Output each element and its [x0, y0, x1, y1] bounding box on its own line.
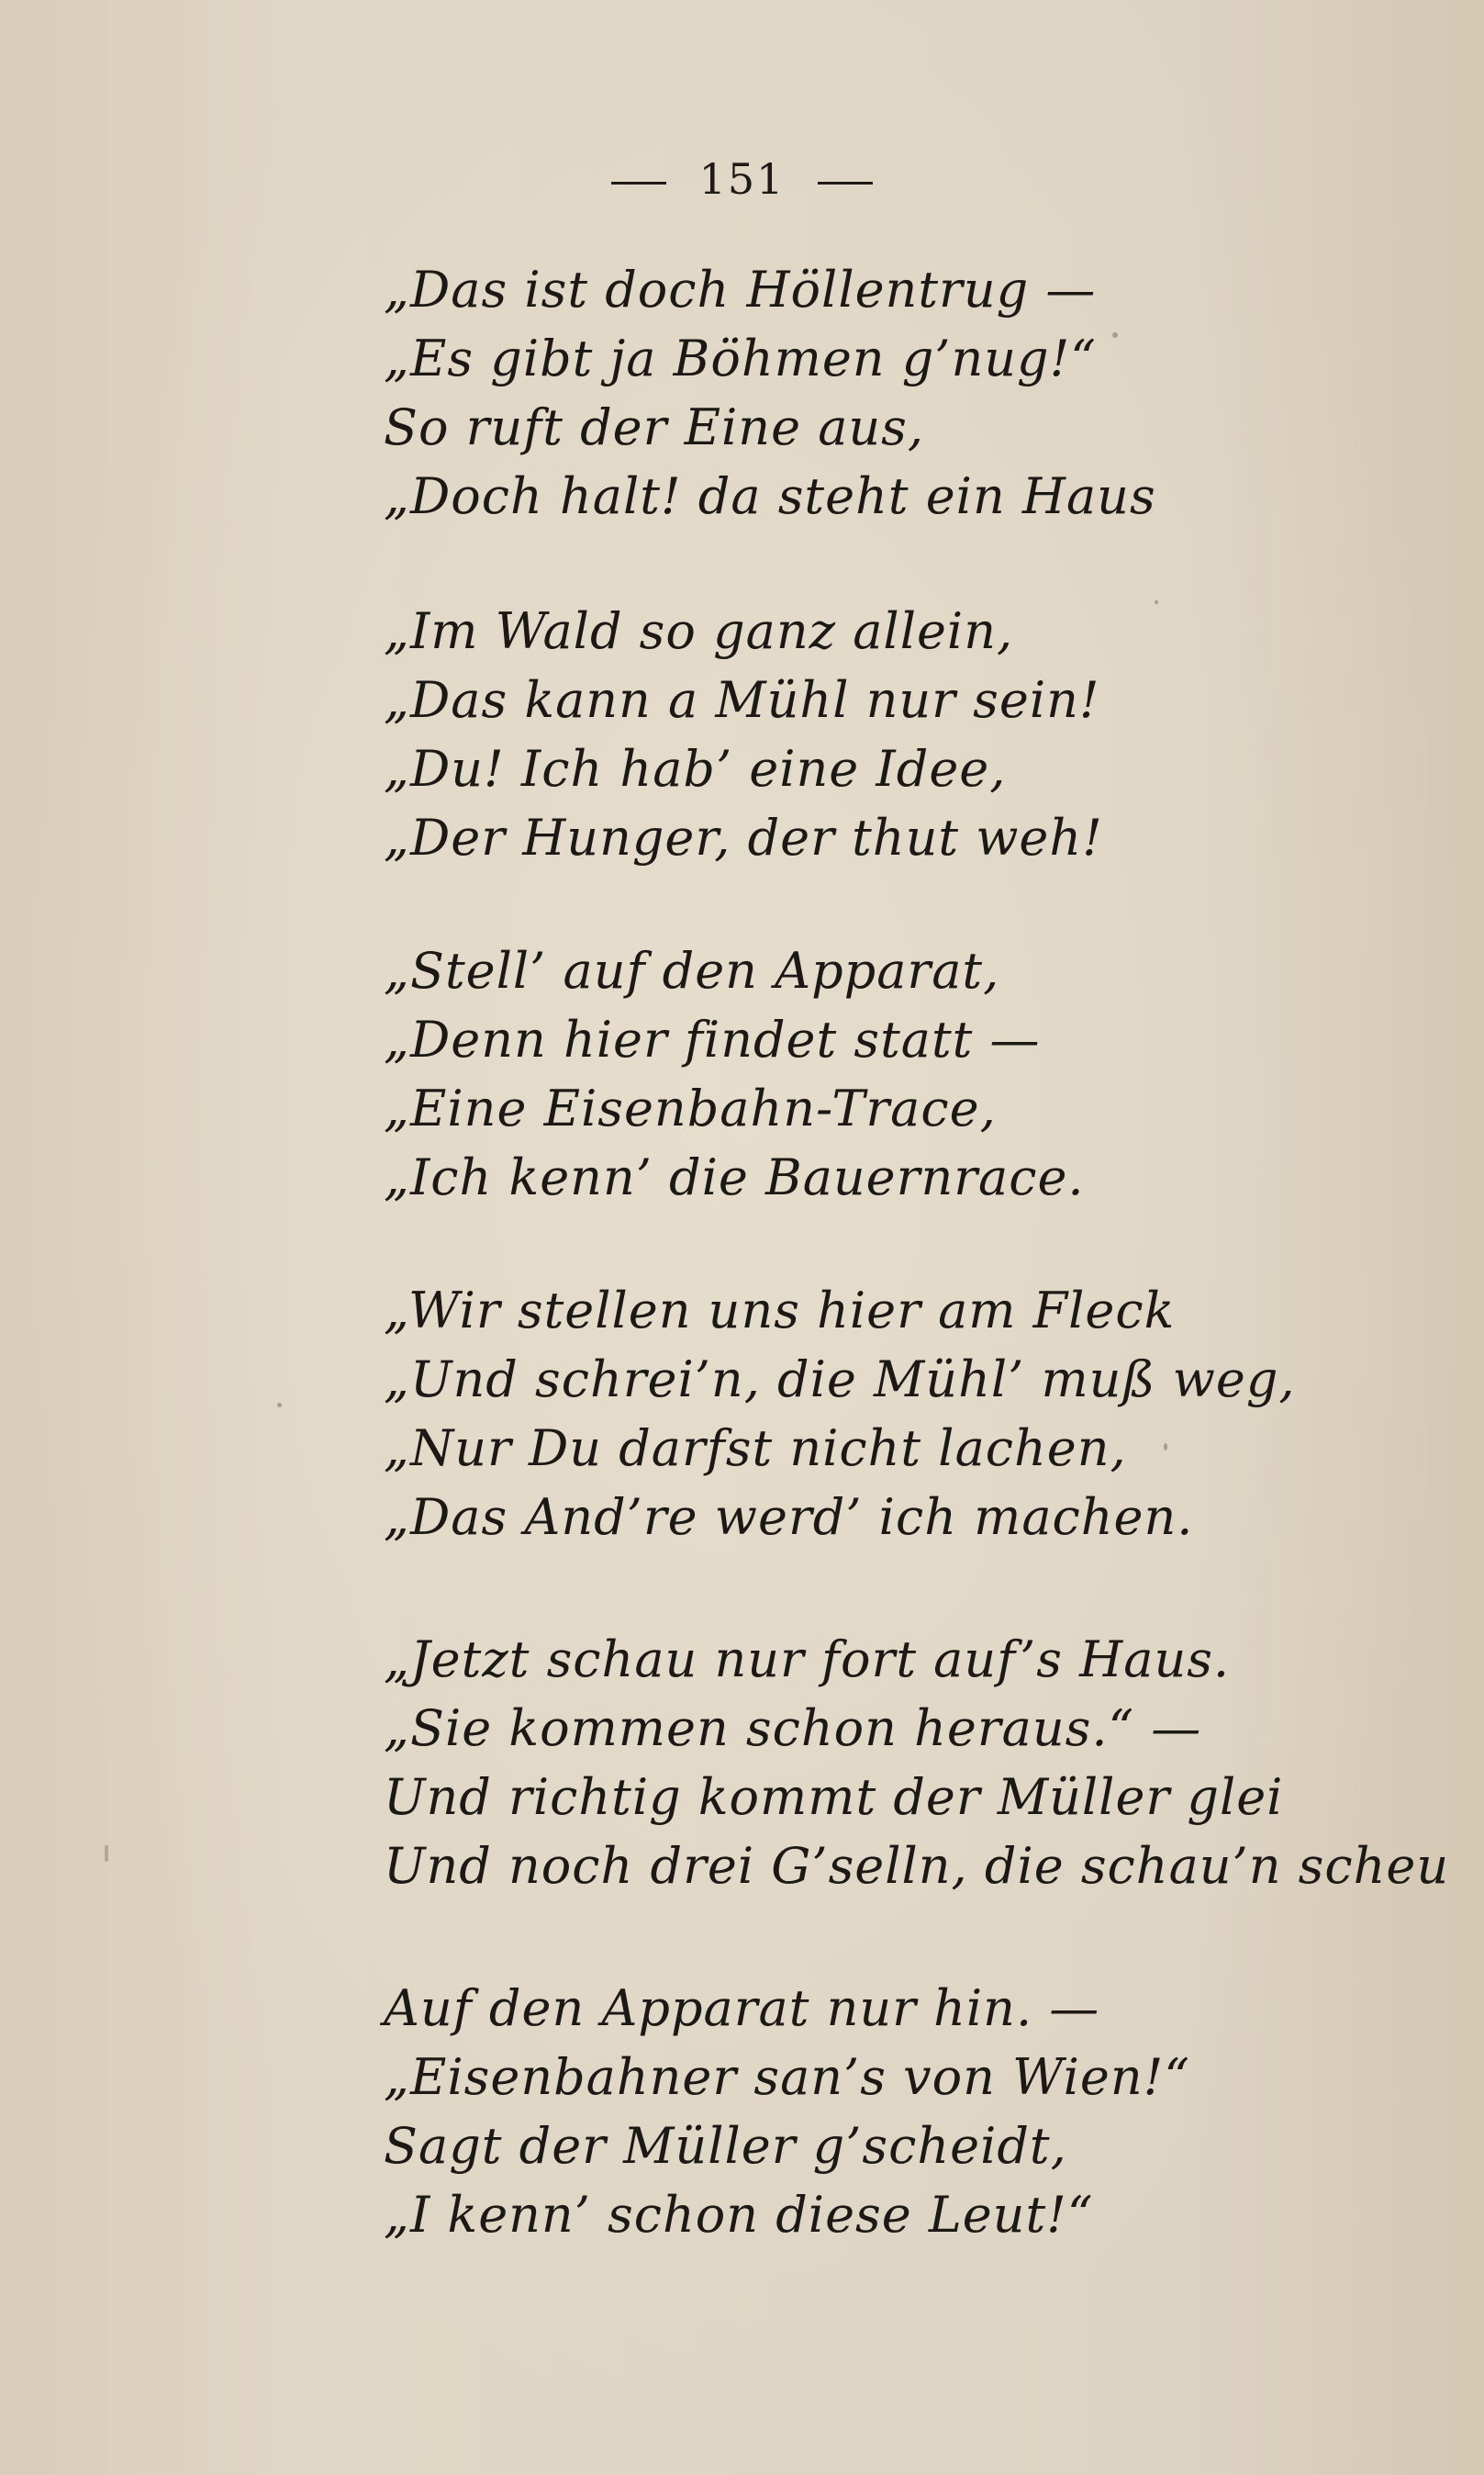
paper-speck	[1164, 1443, 1167, 1450]
verse-line: Und noch drei G’selln, die schau’n scheu	[384, 1837, 1450, 1895]
verse-line: „I kenn’ schon diese Leut!“	[384, 2186, 1094, 2244]
stanza-1	[384, 255, 1156, 531]
verse-line: „Du! Ich hab’ eine Idee,	[384, 740, 1007, 798]
left-dash-decoration	[611, 182, 666, 185]
verse-line: „Das ist doch Höllentrug —	[384, 261, 1097, 319]
stanza-2	[384, 597, 1103, 872]
paper-speck	[1112, 332, 1118, 338]
right-dash-decoration	[818, 182, 873, 185]
verse-line: „Eine Eisenbahn-Trace,	[384, 1080, 997, 1137]
verse-line: „Stell’ auf den Apparat,	[384, 942, 1000, 1000]
page-number: 151	[698, 154, 786, 204]
stanza-5	[384, 1625, 1449, 1900]
verse-line: Und richtig kommt der Müller glei	[384, 1768, 1284, 1826]
verse-line: „Denn hier findet statt —	[384, 1011, 1041, 1069]
verse-line: „Nur Du darfst nicht lachen,	[384, 1419, 1127, 1477]
verse-line: „Jetzt schau nur fort auf’s Haus.	[384, 1630, 1231, 1688]
verse-line: „Wir stellen uns hier am Fleck	[384, 1282, 1176, 1339]
verse-line: „Das kann a Mühl nur sein!	[384, 671, 1100, 729]
verse-line: „Und schrei’n, die Mühl’ muß weg,	[384, 1350, 1296, 1408]
verse-line: „Ich kenn’ die Bauernrace.	[384, 1148, 1085, 1206]
page-number-header	[0, 154, 1484, 204]
stanza-3	[384, 936, 1085, 1212]
verse-line: Sagt der Müller g’scheidt,	[384, 2117, 1067, 2175]
stanza-4	[384, 1276, 1296, 1551]
paper-speck	[1155, 600, 1158, 604]
verse-line: „Doch halt! da steht ein Haus	[384, 467, 1156, 525]
verse-line: So ruft der Eine aus,	[384, 398, 925, 456]
verse-line: „Das And’re werd’ ich machen.	[384, 1488, 1194, 1546]
paper-speck	[277, 1403, 282, 1407]
stanza-6	[384, 1974, 1190, 2249]
verse-line: „Der Hunger, der thut weh!	[384, 809, 1103, 867]
verse-line: „Im Wald so ganz allein,	[384, 602, 1014, 660]
paper-speck	[105, 1845, 108, 1862]
verse-line: Auf den Apparat nur hin. —	[384, 1979, 1100, 2037]
verse-line: „Sie kommen schon heraus.“ —	[384, 1699, 1202, 1757]
verse-line: „Eisenbahner san’s von Wien!“	[384, 2048, 1190, 2106]
verse-line: „Es gibt ja Böhmen g’nug!“	[384, 330, 1097, 387]
